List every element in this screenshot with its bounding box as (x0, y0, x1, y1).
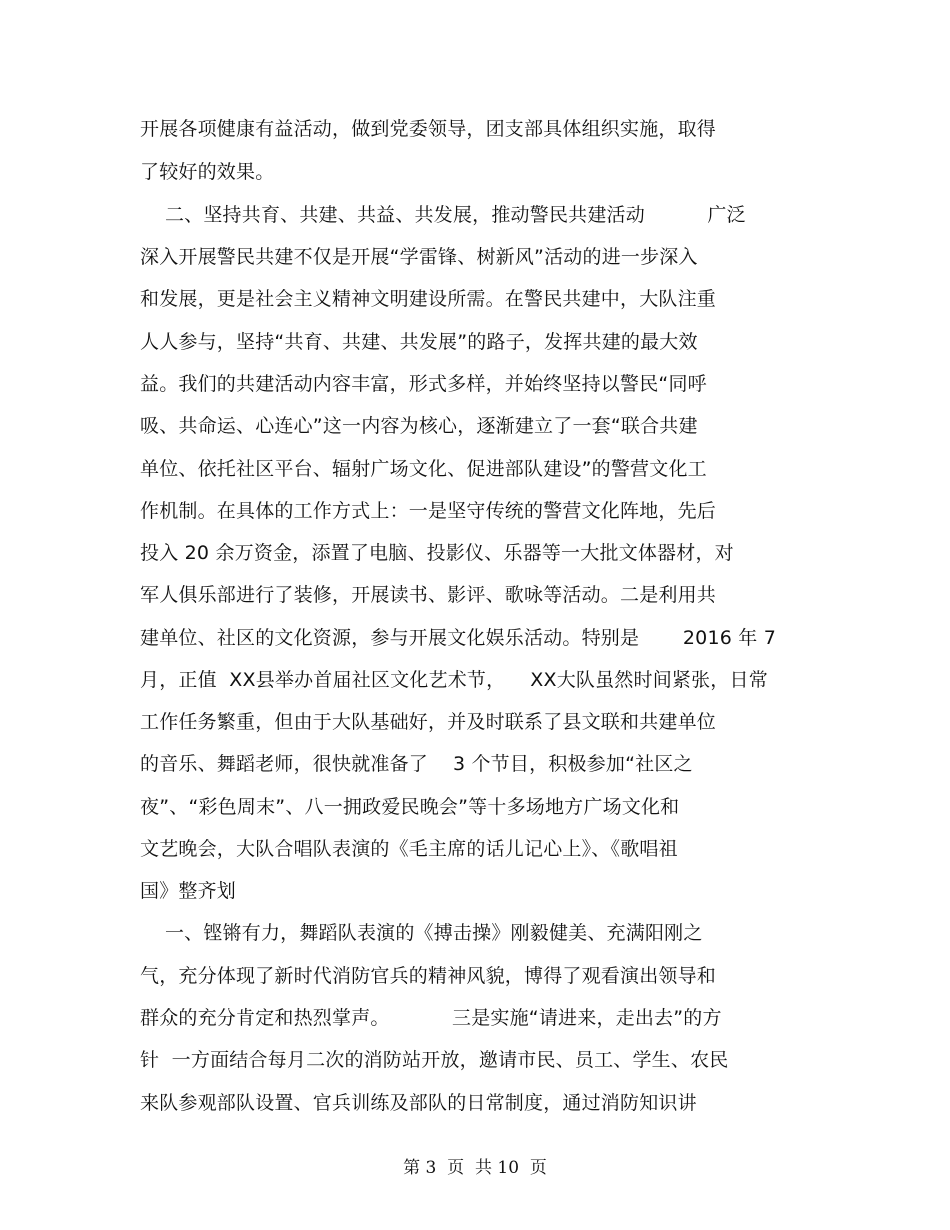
text-line: 文艺晚会，大队合唱队表演的《毛主席的话儿记心上》、《歌唱祖 (140, 838, 678, 860)
text-line: 了较好的效果。 (140, 161, 275, 183)
text-line: 月，正值 XX县举办首届社区文化艺术节， XX大队虽然时间紧张，日常 (140, 669, 768, 691)
text-line: 建单位、社区的文化资源，参与开展文化娱乐活动。特别是 2016 年 7 (140, 627, 776, 649)
text-line: 气，充分体现了新时代消防官兵的精神风貌，博得了观看演出领导和 (140, 965, 717, 987)
text-line: 工作任务繁重，但由于大队基础好，并及时联系了县文联和共建单位 (140, 711, 717, 733)
text-line: 二、坚持共育、共建、共益、共发展，推动警民共建活动 广泛 (140, 204, 746, 226)
text-line: 开展各项健康有益活动，做到党委领导，团支部具体组织实施，取得 (140, 118, 717, 140)
text-line: 投入 20 余万资金，添置了电脑、投影仪、乐器等一大批文体器材，对 (140, 542, 734, 564)
text-line: 深入开展警民共建不仅是开展“学雷锋、树新风”活动的进一步深入 (140, 246, 698, 268)
text-line: 和发展，更是社会主义精神文明建设所需。在警民共建中，大队注重 (140, 288, 717, 310)
text-line: 益。我们的共建活动内容丰富，形式多样，并始终坚持以警民“同呼 (140, 373, 707, 395)
text-line: 吸、共命运、心连心”这一内容为核心，逐渐建立了一套“联合共建 (140, 415, 698, 437)
text-line: 来队参观部队设置、官兵训练及部队的日常制度，通过消防知识讲 (140, 1092, 697, 1114)
text-line: 的音乐、舞蹈老师，很快就准备了 3 个节目，积极参加“社区之 (140, 753, 693, 775)
text-line: 群众的充分肯定和热烈掌声。 三是实施“请进来，走出去”的方 (140, 1007, 722, 1029)
text-line: 一、铿锵有力，舞蹈队表演的《搏击操》刚毅健美、充满阳刚之 (140, 922, 703, 944)
text-line: 夜”、“彩色周末”、八一拥政爱民晚会”等十多场地方广场文化和 (140, 796, 680, 818)
text-line: 针 一方面结合每月二次的消防站开放，邀请市民、员工、学生、农民 (140, 1049, 729, 1071)
text-line: 作机制。在具体的工作方式上：一是坚守传统的警营文化阵地，先后 (140, 500, 717, 522)
text-line: 单位、依托社区平台、辐射广场文化、促进部队建设”的警营文化工 (140, 458, 707, 480)
text-line: 军人俱乐部进行了装修，开展读书、影评、歌咏等活动。二是利用共 (140, 584, 717, 606)
page-footer: 第 3 页 共 10 页 (403, 1158, 547, 1178)
text-line: 人人参与，坚持“共育、共建、共发展”的路子，发挥共建的最大效 (140, 331, 698, 353)
text-line: 国》整齐划 (140, 880, 237, 902)
